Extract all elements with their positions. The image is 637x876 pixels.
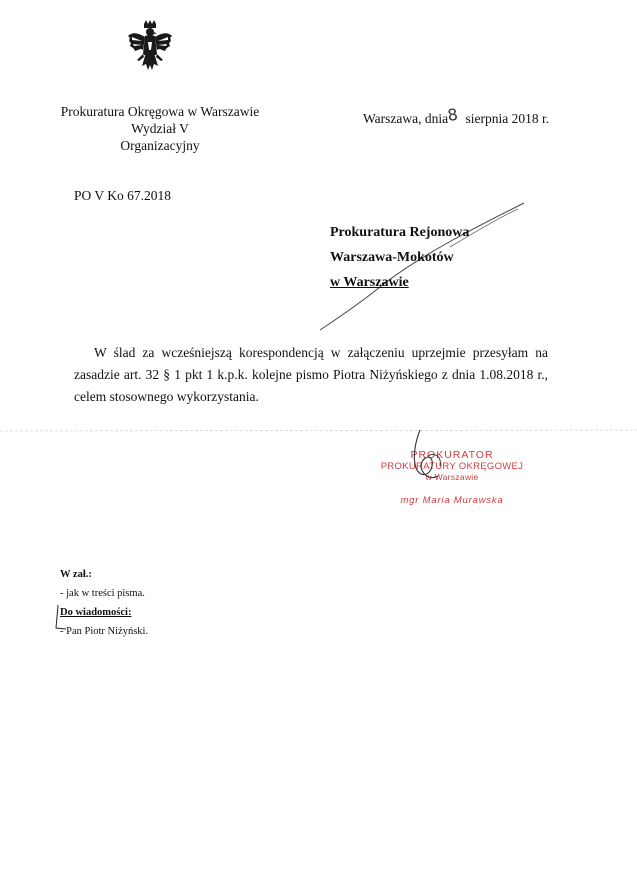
sender-department-type: Organizacyjny	[120, 138, 200, 153]
letter-body	[74, 342, 548, 408]
letter-footer	[60, 565, 148, 641]
stamp-office: PROKURATURY OKRĘGOWEJ	[380, 461, 524, 472]
addressee-district: Warszawa-Mokotów	[330, 250, 454, 265]
stamp-city: w Warszawie	[425, 472, 479, 482]
sender-department: Wydział V	[131, 121, 189, 136]
addressee-city: w Warszawie	[330, 275, 409, 290]
place-date-prefix: Warszawa, dnia	[363, 111, 449, 126]
cc-label: Do wiadomości:	[60, 607, 132, 618]
place-date	[363, 104, 550, 127]
scan-fold-line	[0, 428, 637, 434]
reference-number: PO V Ko 67.2018	[74, 188, 172, 203]
eagle-emblem-icon	[126, 20, 174, 74]
body-paragraph: W ślad za wcześniejszą korespondencją w załączeniu uprzejmie przesyłam na zasadzie art. 32 § 1 pkt 1 k.p.k. kolejne pismo Piotra Niżyńskiego z dnia 1.08.2018 r., celem stosownego wykorzystania.	[74, 345, 548, 404]
sender-block	[40, 103, 280, 154]
attachments-item: - jak w treści pisma.	[60, 588, 145, 599]
addressee-institution: Prokuratura Rejonowa	[330, 225, 470, 240]
place-date-suffix: sierpnia 2018 r.	[465, 111, 550, 126]
cc-item: - Pan Piotr Niżyński.	[60, 626, 149, 637]
attachments-label: W zał.:	[60, 569, 92, 580]
stamp-name: mgr Maria Murawska	[400, 495, 504, 506]
handwritten-signature-icon	[398, 426, 458, 488]
stamp-title: PROKURATOR	[410, 449, 494, 461]
addressee-block	[330, 220, 469, 295]
sender-institution: Prokuratura Okręgowa w Warszawie	[60, 104, 260, 119]
handwritten-day: 8	[446, 104, 460, 125]
